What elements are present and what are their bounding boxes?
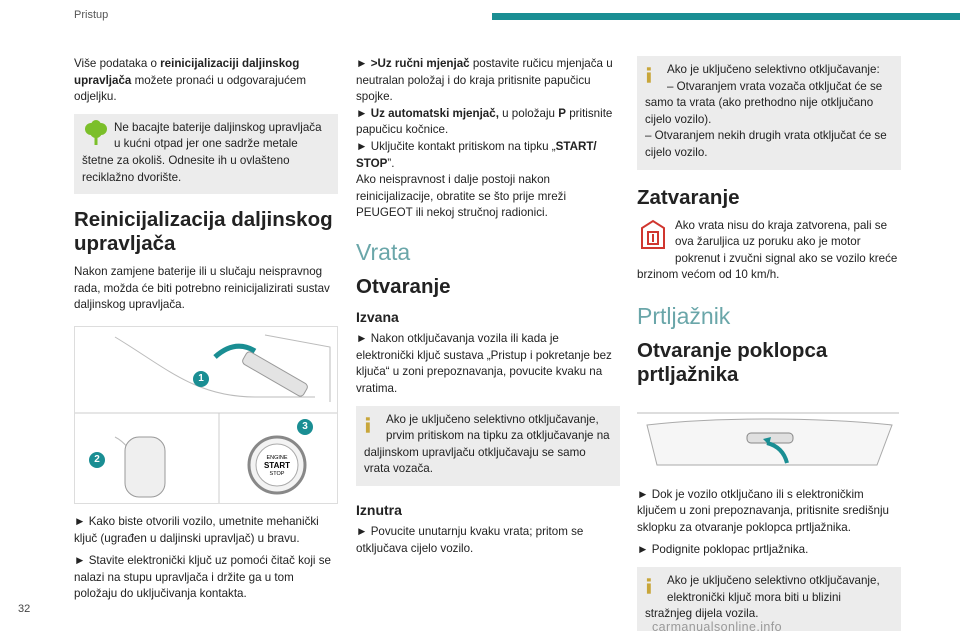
door-open-warning-icon [637,218,669,252]
illustration-remote-reinit [74,326,338,504]
manual-gearbox-step: ► >Uz ručni mjenjač postavite ručicu mjenjača u neutralan položaj i do kraja pritisnite papučicu spojke. [356,57,613,104]
col1-step-1: ► Kako biste otvorili vozilo, umetnite mehanički ključ (ugrađen u daljinski upravljač) u bravu. [74,514,319,545]
start-step: ► Uključite kontakt pritiskom na tipku „START/ STOP”. [356,139,597,170]
info-icon [364,412,382,438]
column-3 [637,56,901,641]
heading-remote-reinit: Reinicijalizacija daljinskog upravljača [74,208,333,256]
info-note-boot: Ako je uključeno selektivno otključavanje, elektronički ključ mora biti u blizini stražnjeg dijela vozila. [637,567,901,631]
intro-paragraph: Više podataka o reinicijalizaciji daljinskog upravljača možete pronaći u odgovarajućem odjeljku. [74,57,307,104]
illustration-boot-switch [637,395,899,477]
header-title: Pristup [74,9,109,21]
heading-closing: Zatvaranje [637,185,740,209]
column-1 [74,56,338,609]
col3-step-1: ► Dok je vozilo otključano ili s elektroničkim ključem u zoni prepoznavanja, pritisnite središnju sklopku za otvaranje poklopca prtljažnika. [637,487,889,534]
svg-text:STOP: STOP [269,470,285,477]
eco-note: Ne bacajte baterije daljinskog upravljača u kućni otpad jer one sadrže metale štetne za okoliš. Odnesite ih u ovlašteno reciklažno dvorište. [74,114,338,194]
outside-paragraph: ► Nakon otključavanja vozila ili kada je elektronički ključ sustava „Pristup i pokretanje bez ključa“ u zoni prepoznavanja, povucite kvaku na vratima. [356,332,612,395]
callout-3: 3 [297,419,313,435]
section-title-doors: Vrata [356,238,411,265]
info-note-selective-2: Ako je uključeno selektivno otključavanje: – Otvaranjem vrata vozača otključat će se samo ta vrata (ako prethodno nije otključano cijelo vozilo). – Otvaranjem nekih drugih vrata otključat će se cijelo vozilo. [637,56,901,170]
svg-text:START: START [263,460,291,470]
page-number: 32 [18,603,31,615]
closing-block: Ako vrata nisu do kraja zatvorena, pali se ova žaruljica uz poruku ako je motor pokrenut i zvučni signal ako se vozilo kreće brzinom većom od 10 km/h. [637,218,898,282]
fault-paragraph: Ako neispravnost i dalje postoji nakon reinicijalizacije, obratite se što prije mreži PEUGEOT ili nekoj stručnoj radionici. [356,173,567,220]
heading-boot-opening: Otvaranje poklopca prtljažnika [637,338,828,386]
leaf-tree-icon [82,120,110,146]
info-note-selective: Ako je uključeno selektivno otključavanje, prvim pritiskom na tipku za otključavanje na daljinskom upravljaču otključavaju se samo vrata vozača. [356,406,620,486]
callout-1: 1 [193,371,209,387]
subheading-inside: Iznutra [356,501,402,518]
svg-text:ENGINE: ENGINE [266,454,288,461]
column-2 [356,56,620,564]
inside-paragraph: ► Povucite unutarnju kvaku vrata; pritom se otključava cijelo vozilo. [356,525,584,556]
section-title-boot: Prtljažnik [637,302,731,329]
heading-opening: Otvaranje [356,274,451,298]
col1-step-2: ► Stavite elektronički ključ uz pomoći čitač koji se nalazi na stupu upravljača i držite ga u tom položaju do uključivanja kontakta. [74,554,331,601]
automatic-gearbox-step: ► Uz automatski mjenjač, u položaju P pritisnite papučicu kočnice. [356,106,613,137]
reinit-paragraph: Nakon zamjene baterije ili u slučaju neispravnog rada, možda će biti potrebno reinicijalizirati sustav daljinskog upravljača. [74,265,330,312]
car-key-illustration [75,327,337,503]
info-icon [645,62,663,88]
subheading-outside: Izvana [356,308,399,325]
info-icon [645,573,663,599]
callout-2: 2 [89,452,105,468]
col3-step-2: ► Podignite poklopac prtljažnika. [637,543,809,557]
watermark: carmanualsonline.info [652,620,783,634]
header-accent-bar [492,13,960,20]
